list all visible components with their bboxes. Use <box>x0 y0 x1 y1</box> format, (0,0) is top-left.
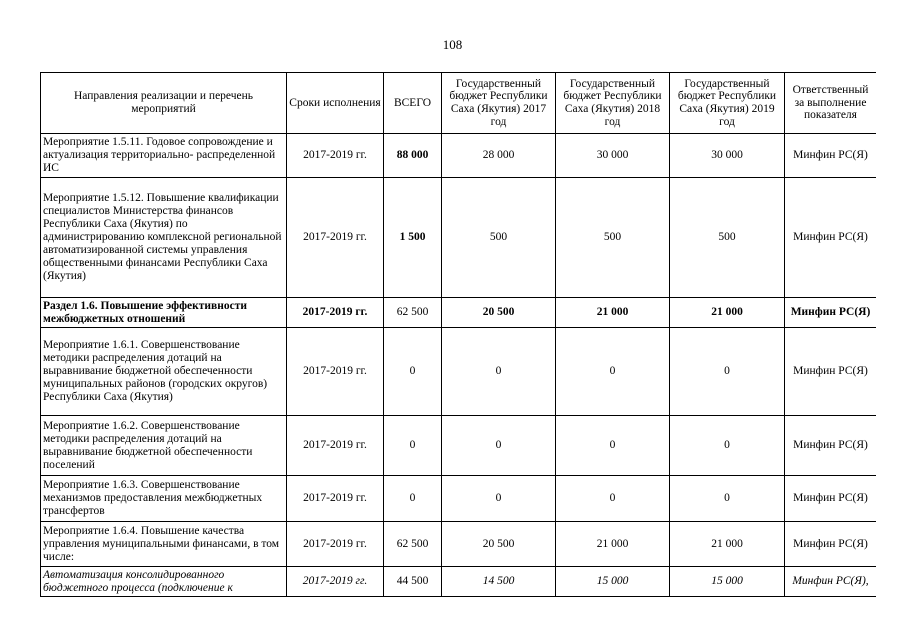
cell-term: 2017-2019 гг. <box>287 522 384 567</box>
cell-total: 0 <box>384 476 442 522</box>
table-row <box>41 328 877 416</box>
table-row <box>41 416 877 476</box>
header-term: Сроки исполнения <box>287 73 384 134</box>
cell-2018: 30 000 <box>556 134 670 178</box>
table-row <box>41 476 877 522</box>
cell-2018: 0 <box>556 416 670 476</box>
cell-total: 0 <box>384 416 442 476</box>
cell-term: 2017-2019 гг. <box>287 416 384 476</box>
cell-term: 2017-2019 гг. <box>287 178 384 298</box>
cell-2019: 30 000 <box>670 134 785 178</box>
cell-2019: 15 000 <box>670 567 785 597</box>
cell-responsible: Минфин РС(Я) <box>785 178 877 298</box>
cell-total: 88 000 <box>384 134 442 178</box>
header-total: ВСЕГО <box>384 73 442 134</box>
cell-2017: 0 <box>442 328 556 416</box>
header-2019: Государственный бюджет Республики Саха (Якутия) 2019 год <box>670 73 785 134</box>
cell-2019: 21 000 <box>670 522 785 567</box>
cell-responsible: Минфин РС(Я) <box>785 134 877 178</box>
cell-responsible: Минфин РС(Я) <box>785 416 877 476</box>
cell-2019: 500 <box>670 178 785 298</box>
cell-total: 62 500 <box>384 298 442 328</box>
table-header-row <box>41 73 877 134</box>
cell-total: 0 <box>384 328 442 416</box>
cell-2017: 500 <box>442 178 556 298</box>
cell-direction: Раздел 1.6. Повышение эффективности межбюджетных отношений <box>41 298 287 328</box>
cell-direction: Автоматизация консолидированного бюджетного процесса (подключение к <box>41 567 287 597</box>
cell-2017: 20 500 <box>442 522 556 567</box>
cell-responsible: Минфин РС(Я) <box>785 476 877 522</box>
budget-table-wrapper <box>40 72 876 601</box>
cell-2019: 0 <box>670 328 785 416</box>
table-row-section <box>41 298 877 328</box>
header-2017: Государственный бюджет Республики Саха (Якутия) 2017 год <box>442 73 556 134</box>
cell-responsible: Минфин РС(Я), <box>785 567 877 597</box>
cell-responsible: Минфин РС(Я) <box>785 522 877 567</box>
header-2018: Государственный бюджет Республики Саха (Якутия) 2018 год <box>556 73 670 134</box>
page-number: 108 <box>442 37 463 52</box>
cell-direction: Мероприятие 1.6.2. Совершенствование методики распределения дотаций на выравнивание бюджетной обеспеченности поселений <box>41 416 287 476</box>
cell-total: 44 500 <box>384 567 442 597</box>
cell-term: 2017-2019 гг. <box>287 134 384 178</box>
cell-2017: 20 500 <box>442 298 556 328</box>
cell-2018: 15 000 <box>556 567 670 597</box>
cell-2018: 0 <box>556 476 670 522</box>
cell-2019: 0 <box>670 476 785 522</box>
cell-direction: Мероприятие 1.6.1. Совершенствование методики распределения дотаций на выравнивание бюджетной обеспеченности муниципальных районов (городских округов) Республики Саха (Якутия) <box>41 328 287 416</box>
cell-responsible: Минфин РС(Я) <box>785 328 877 416</box>
table-row <box>41 178 877 298</box>
budget-table <box>40 72 876 597</box>
table-row <box>41 522 877 567</box>
cell-total: 62 500 <box>384 522 442 567</box>
cell-total: 1 500 <box>384 178 442 298</box>
cell-2017: 0 <box>442 476 556 522</box>
cell-term: 2017-2019 гг. <box>287 567 384 597</box>
cell-direction: Мероприятие 1.5.12. Повышение квалификации специалистов Министерства финансов Республики Саха (Якутия) по администрированию комплексной региональной автоматизированной системы управления общественными финансами Республики Саха (Якутия) <box>41 178 287 298</box>
cell-2017: 0 <box>442 416 556 476</box>
table-row <box>41 134 877 178</box>
cell-2017: 14 500 <box>442 567 556 597</box>
cell-2018: 500 <box>556 178 670 298</box>
cell-2017: 28 000 <box>442 134 556 178</box>
table-row <box>41 567 877 597</box>
cell-2018: 0 <box>556 328 670 416</box>
cell-2019: 0 <box>670 416 785 476</box>
cell-term: 2017-2019 гг. <box>287 476 384 522</box>
cell-direction: Мероприятие 1.5.11. Годовое сопровождение и актуализация территориально- распределенной ИС <box>41 134 287 178</box>
cell-2018: 21 000 <box>556 522 670 567</box>
cell-2019: 21 000 <box>670 298 785 328</box>
cell-direction: Мероприятие 1.6.4. Повышение качества управления муниципальными финансами, в том числе: <box>41 522 287 567</box>
cell-term: 2017-2019 гг. <box>287 328 384 416</box>
cell-2018: 21 000 <box>556 298 670 328</box>
header-responsible: Ответственный за выполнение показателя <box>785 73 877 134</box>
cell-responsible: Минфин РС(Я) <box>785 298 877 328</box>
cell-term: 2017-2019 гг. <box>287 298 384 328</box>
header-direction: Направления реализации и перечень мероприятий <box>41 73 287 134</box>
cell-direction: Мероприятие 1.6.3. Совершенствование механизмов предоставления межбюджетных трансфертов <box>41 476 287 522</box>
